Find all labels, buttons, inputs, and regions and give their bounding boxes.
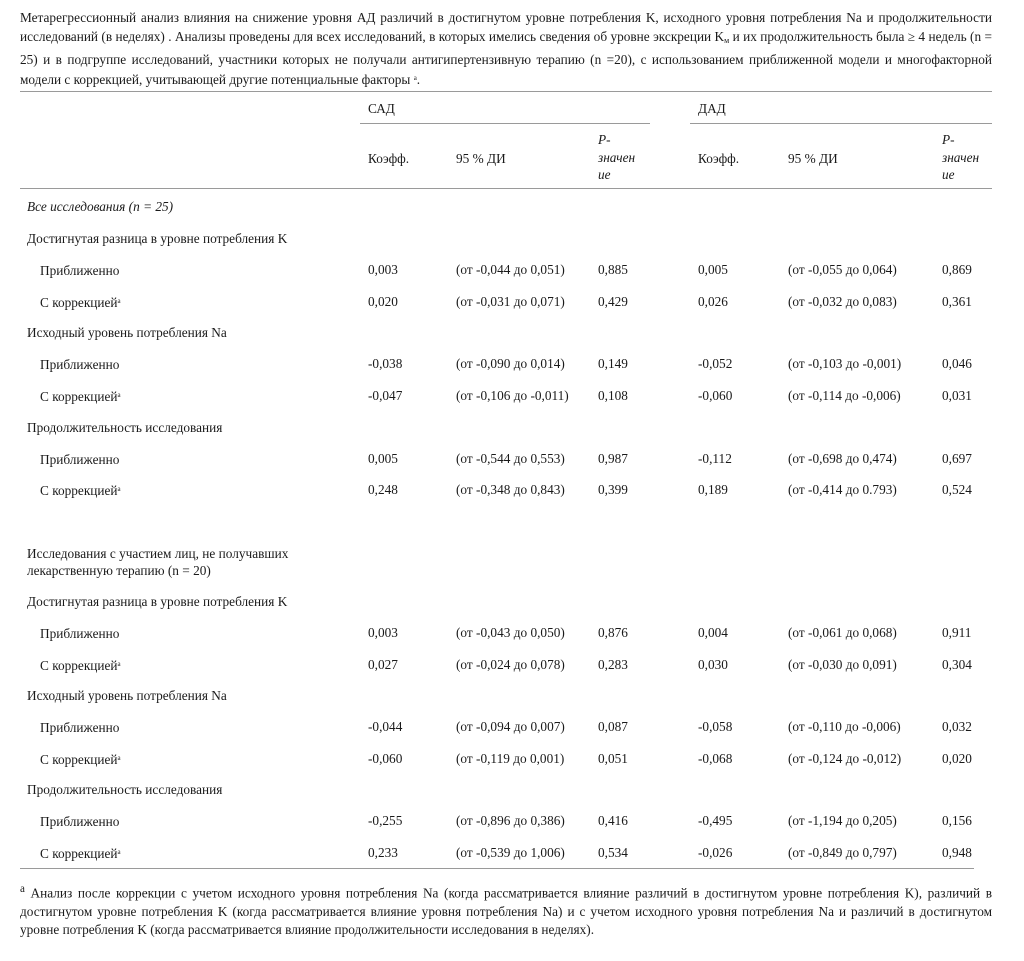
dad-p-cell: 0,020: [942, 751, 972, 766]
sad-p-cell: 0,087: [598, 719, 628, 734]
group-label: Достигнутая разница в уровне потребления K: [27, 231, 288, 246]
dad-p-cell: 0,046: [942, 356, 972, 371]
header-sad: САД: [368, 101, 395, 116]
sad-coef-cell: 0,020: [368, 294, 398, 309]
sad-p-cell: 0,108: [598, 388, 628, 403]
sad-p-cell: 0,876: [598, 625, 628, 640]
dad-ci-cell: (от -0,032 до 0,083): [788, 294, 897, 309]
row-label: [40, 624, 119, 642]
group-label: Достигнутая разница в уровне потребления K: [27, 594, 288, 609]
sad-ci-cell: (от -0,544 до 0,553): [456, 451, 565, 466]
section-2-title-line-1: Исследования с участием лиц, не получавших: [27, 546, 289, 561]
row-footnote-marker: a: [117, 297, 121, 305]
dad-ci-cell: (от -0,055 до 0,064): [788, 262, 897, 277]
dad-ci-cell: (от -0,414 до 0.793): [788, 482, 897, 497]
section-1-title: Все исследования (n = 25): [27, 199, 174, 214]
dad-ci-cell: (от -0,698 до 0,474): [788, 451, 897, 466]
sad-ci-cell: (от -0,106 до -0,011): [456, 388, 569, 403]
dad-coef-cell: 0,030: [698, 657, 728, 672]
sad-p-cell: 0,051: [598, 751, 628, 766]
dad-p-cell: 0,524: [942, 482, 972, 497]
row-label-text: Приближенно: [40, 720, 120, 735]
row-label-text: Приближенно: [40, 263, 120, 278]
sad-ci-cell: (от -0,090 до 0,014): [456, 356, 565, 371]
header-sad-ci: 95 % ДИ: [456, 151, 506, 166]
header-dad: ДАД: [698, 101, 726, 116]
caption-subscript: м: [724, 36, 730, 45]
dad-coef-cell: -0,495: [698, 813, 733, 828]
dad-coef-cell: -0,060: [698, 388, 733, 403]
dad-p-cell: 0,304: [942, 657, 972, 672]
sad-p-cell: 0,885: [598, 262, 628, 277]
sad-coef-cell: 0,027: [368, 657, 398, 672]
header-dad-p-line-2: значен: [942, 149, 980, 165]
header-dad-p-line-1: P-: [942, 132, 955, 147]
sad-p-cell: 0,283: [598, 657, 628, 672]
dad-group-rule: [690, 123, 992, 124]
header-sad-p-line-3: ие: [598, 167, 611, 182]
header-sad-p: [598, 131, 648, 184]
dad-coef-cell: -0,058: [698, 719, 733, 734]
sad-ci-cell: (от -0,031 до 0,071): [456, 294, 565, 309]
sad-p-cell: 0,149: [598, 356, 628, 371]
dad-p-cell: 0,032: [942, 719, 972, 734]
sad-p-cell: 0,416: [598, 813, 628, 828]
sad-coef-cell: 0,003: [368, 262, 398, 277]
row-footnote-marker: a: [117, 754, 121, 762]
sad-p-cell: 0,399: [598, 482, 628, 497]
dad-coef-cell: -0,026: [698, 845, 733, 860]
sad-coef-cell: -0,038: [368, 356, 403, 371]
table-top-rule: [20, 91, 992, 92]
section-2-title-line-2: лекарственную терапию (n = 20): [27, 563, 211, 578]
dad-coef-cell: 0,189: [698, 482, 728, 497]
header-sad-p-line-2: значен: [598, 149, 636, 165]
row-label: [40, 750, 121, 768]
header-dad-p: [942, 131, 992, 184]
row-label-text: С коррекцией: [40, 658, 118, 673]
caption-text-2: и их продолжительность была ≥ 4 недель (n = 25) и в подгруппе исследований, участники которых не получали антигипертензивную терапию (n =20), с использованием приближенной модели и многофакторной модели с коррекцией, учитывающей другие потенциальные факторы: [20, 29, 992, 87]
group-label: Исходный уровень потребления Na: [27, 325, 227, 340]
dad-ci-cell: (от -1,194 до 0,205): [788, 813, 897, 828]
row-label-text: С коррекцией: [40, 752, 118, 767]
row-footnote-marker: a: [117, 485, 121, 493]
row-label-text: Приближенно: [40, 452, 120, 467]
dad-coef-cell: 0,004: [698, 625, 728, 640]
dad-coef-cell: -0,068: [698, 751, 733, 766]
footnote: [20, 880, 992, 940]
sad-ci-cell: (от -0,044 до 0,051): [456, 262, 565, 277]
dad-ci-cell: (от -0,124 до -0,012): [788, 751, 902, 766]
row-footnote-marker: a: [117, 848, 121, 856]
sad-coef-cell: -0,047: [368, 388, 403, 403]
sad-ci-cell: (от -0,043 до 0,050): [456, 625, 565, 640]
row-label: [40, 293, 121, 311]
header-sad-p-line-1: P-: [598, 132, 611, 147]
dad-ci-cell: (от -0,110 до -0,006): [788, 719, 901, 734]
sad-p-cell: 0,987: [598, 451, 628, 466]
row-label: [40, 844, 121, 862]
sad-group-rule: [360, 123, 650, 124]
row-label-text: С коррекцией: [40, 846, 118, 861]
table-caption: [20, 8, 992, 89]
group-label: Продолжительность исследования: [27, 782, 223, 797]
row-label-text: С коррекцией: [40, 483, 118, 498]
dad-ci-cell: (от -0,114 до -0,006): [788, 388, 901, 403]
row-label-text: С коррекцией: [40, 295, 118, 310]
header-dad-coef: Коэфф.: [698, 151, 740, 166]
row-footnote-marker: a: [117, 660, 121, 668]
row-label: [40, 481, 121, 499]
row-label-text: Приближенно: [40, 814, 120, 829]
sad-coef-cell: 0,003: [368, 625, 398, 640]
row-footnote-marker: a: [117, 391, 121, 399]
sad-ci-cell: (от -0,024 до 0,078): [456, 657, 565, 672]
dad-coef-cell: 0,026: [698, 294, 728, 309]
row-label: [40, 387, 121, 405]
row-label: [40, 656, 121, 674]
dad-p-cell: 0,361: [942, 294, 972, 309]
caption-end: .: [416, 72, 421, 87]
sad-ci-cell: (от -0,119 до 0,001): [456, 751, 565, 766]
dad-ci-cell: (от -0,849 до 0,797): [788, 845, 897, 860]
caption-text: Метарегрессионный анализ влияния на снижение уровня АД различий в достигнутом уровне потребления K, исходного уровня потребления Na и продолжительности исследований (в неделях) . Анализы проведены для всех исследований, в которых имелись сведения об уровне экскреции K: [20, 10, 992, 44]
row-label-text: Приближенно: [40, 626, 120, 641]
footnote-marker: a: [20, 883, 25, 895]
row-label: [40, 812, 119, 830]
dad-ci-cell: (от -0,030 до 0,091): [788, 657, 897, 672]
row-label: [40, 261, 119, 279]
header-dad-p-line-3: ие: [942, 167, 955, 182]
sad-coef-cell: 0,233: [368, 845, 398, 860]
group-label: Исходный уровень потребления Na: [27, 688, 227, 703]
sad-ci-cell: (от -0,896 до 0,386): [456, 813, 565, 828]
dad-p-cell: 0,697: [942, 451, 972, 466]
header-sad-coef: Коэфф.: [368, 151, 410, 166]
dad-p-cell: 0,156: [942, 813, 972, 828]
caption-footnote-marker: a: [413, 74, 417, 82]
sad-p-cell: 0,534: [598, 845, 628, 860]
group-label: Продолжительность исследования: [27, 420, 223, 435]
sad-coef-cell: -0,255: [368, 813, 403, 828]
sad-p-cell: 0,429: [598, 294, 628, 309]
dad-coef-cell: -0,052: [698, 356, 733, 371]
dad-p-cell: 0,031: [942, 388, 972, 403]
row-label: [40, 355, 119, 373]
dad-ci-cell: (от -0,103 до -0,001): [788, 356, 902, 371]
header-dad-ci: 95 % ДИ: [788, 151, 838, 166]
sad-ci-cell: (от -0,094 до 0,007): [456, 719, 565, 734]
table-bottom-rule: [20, 868, 974, 869]
sad-ci-cell: (от -0,348 до 0,843): [456, 482, 565, 497]
dad-coef-cell: -0,112: [698, 451, 732, 466]
row-label-text: Приближенно: [40, 357, 120, 372]
sad-coef-cell: 0,005: [368, 451, 398, 466]
dad-coef-cell: 0,005: [698, 262, 728, 277]
dad-p-cell: 0,911: [942, 625, 972, 640]
dad-p-cell: 0,948: [942, 845, 972, 860]
row-label: [40, 718, 119, 736]
dad-p-cell: 0,869: [942, 262, 972, 277]
footnote-text: Анализ после коррекции с учетом исходного уровня потребления Na (когда рассматривается влияние различий в достигнутом уровне потребления K), различий в достигнутом уровне потребления K (когда рассматривается влияние уровня потребления Na) и с учетом исходного уровня потребления Na и различий в достигнутом уровне потребления K (когда рассматривается влияние продолжительности исследования в неделях).: [20, 885, 992, 938]
sad-ci-cell: (от -0,539 до 1,006): [456, 845, 565, 860]
sad-coef-cell: -0,044: [368, 719, 403, 734]
header-bottom-rule: [20, 188, 992, 189]
row-label-text: С коррекцией: [40, 389, 118, 404]
dad-ci-cell: (от -0,061 до 0,068): [788, 625, 897, 640]
row-label: [40, 450, 119, 468]
sad-coef-cell: 0,248: [368, 482, 398, 497]
sad-coef-cell: -0,060: [368, 751, 403, 766]
